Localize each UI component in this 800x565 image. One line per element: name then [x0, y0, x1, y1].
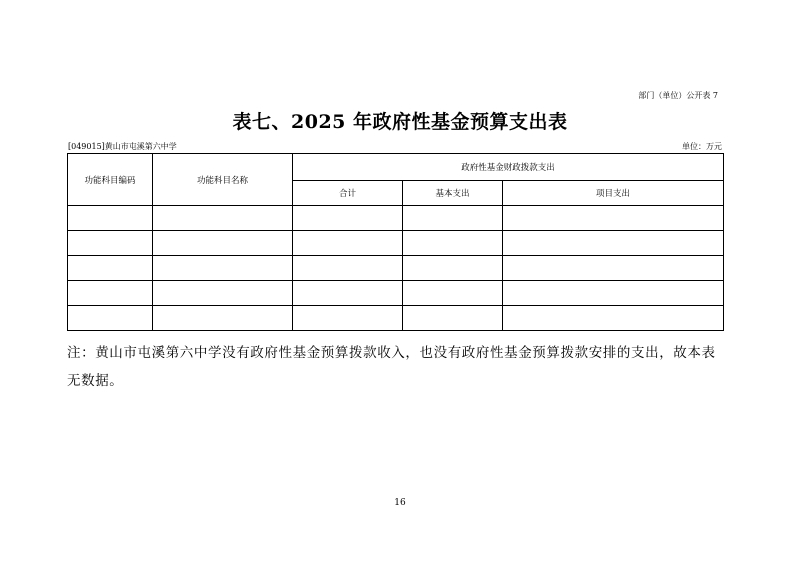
table-cell — [68, 206, 153, 231]
header-function-code: 功能科目编码 — [68, 154, 153, 206]
table-cell — [153, 306, 293, 331]
table-cell — [403, 281, 503, 306]
table-cell — [153, 256, 293, 281]
table-cell — [403, 256, 503, 281]
table-cell — [503, 256, 724, 281]
header-fund-appropriation: 政府性基金财政拨款支出 — [293, 154, 724, 181]
table-row — [68, 281, 724, 306]
table-cell — [68, 231, 153, 256]
table-cell — [503, 231, 724, 256]
header-basic-expenditure: 基本支出 — [403, 181, 503, 206]
table-cell — [503, 206, 724, 231]
budget-table — [67, 153, 724, 331]
header-total: 合计 — [293, 181, 403, 206]
table-note: 注：黄山市屯溪第六中学没有政府性基金预算拨款收入，也没有政府性基金预算拨款安排的支出，故本表无数据。 — [67, 345, 716, 389]
table-cell — [503, 281, 724, 306]
table-cell — [293, 306, 403, 331]
unit-code-name: [049015]黄山市屯溪第六中学 — [68, 142, 177, 151]
table-cell — [153, 281, 293, 306]
table-row — [68, 231, 724, 256]
table-cell — [403, 231, 503, 256]
table-cell — [153, 231, 293, 256]
currency-unit: 单位：万元 — [682, 142, 722, 151]
table-cell — [503, 306, 724, 331]
table-cell — [293, 281, 403, 306]
table-cell — [68, 256, 153, 281]
table-cell — [293, 256, 403, 281]
table-cell — [403, 306, 503, 331]
table-cell — [293, 231, 403, 256]
document-tag: 部门（单位）公开表 7 — [638, 91, 718, 100]
table-cell — [403, 206, 503, 231]
header-project-expenditure: 项目支出 — [503, 181, 724, 206]
table-row — [68, 306, 724, 331]
table-row — [68, 256, 724, 281]
page-number: 16 — [394, 498, 406, 508]
table-cell — [153, 206, 293, 231]
table-cell — [293, 206, 403, 231]
table-body — [68, 206, 724, 331]
table-row — [68, 206, 724, 231]
header-function-name: 功能科目名称 — [153, 154, 293, 206]
table-cell — [68, 281, 153, 306]
page-title: 表七、2025 年政府性基金预算支出表 — [232, 111, 568, 133]
table-cell — [68, 306, 153, 331]
